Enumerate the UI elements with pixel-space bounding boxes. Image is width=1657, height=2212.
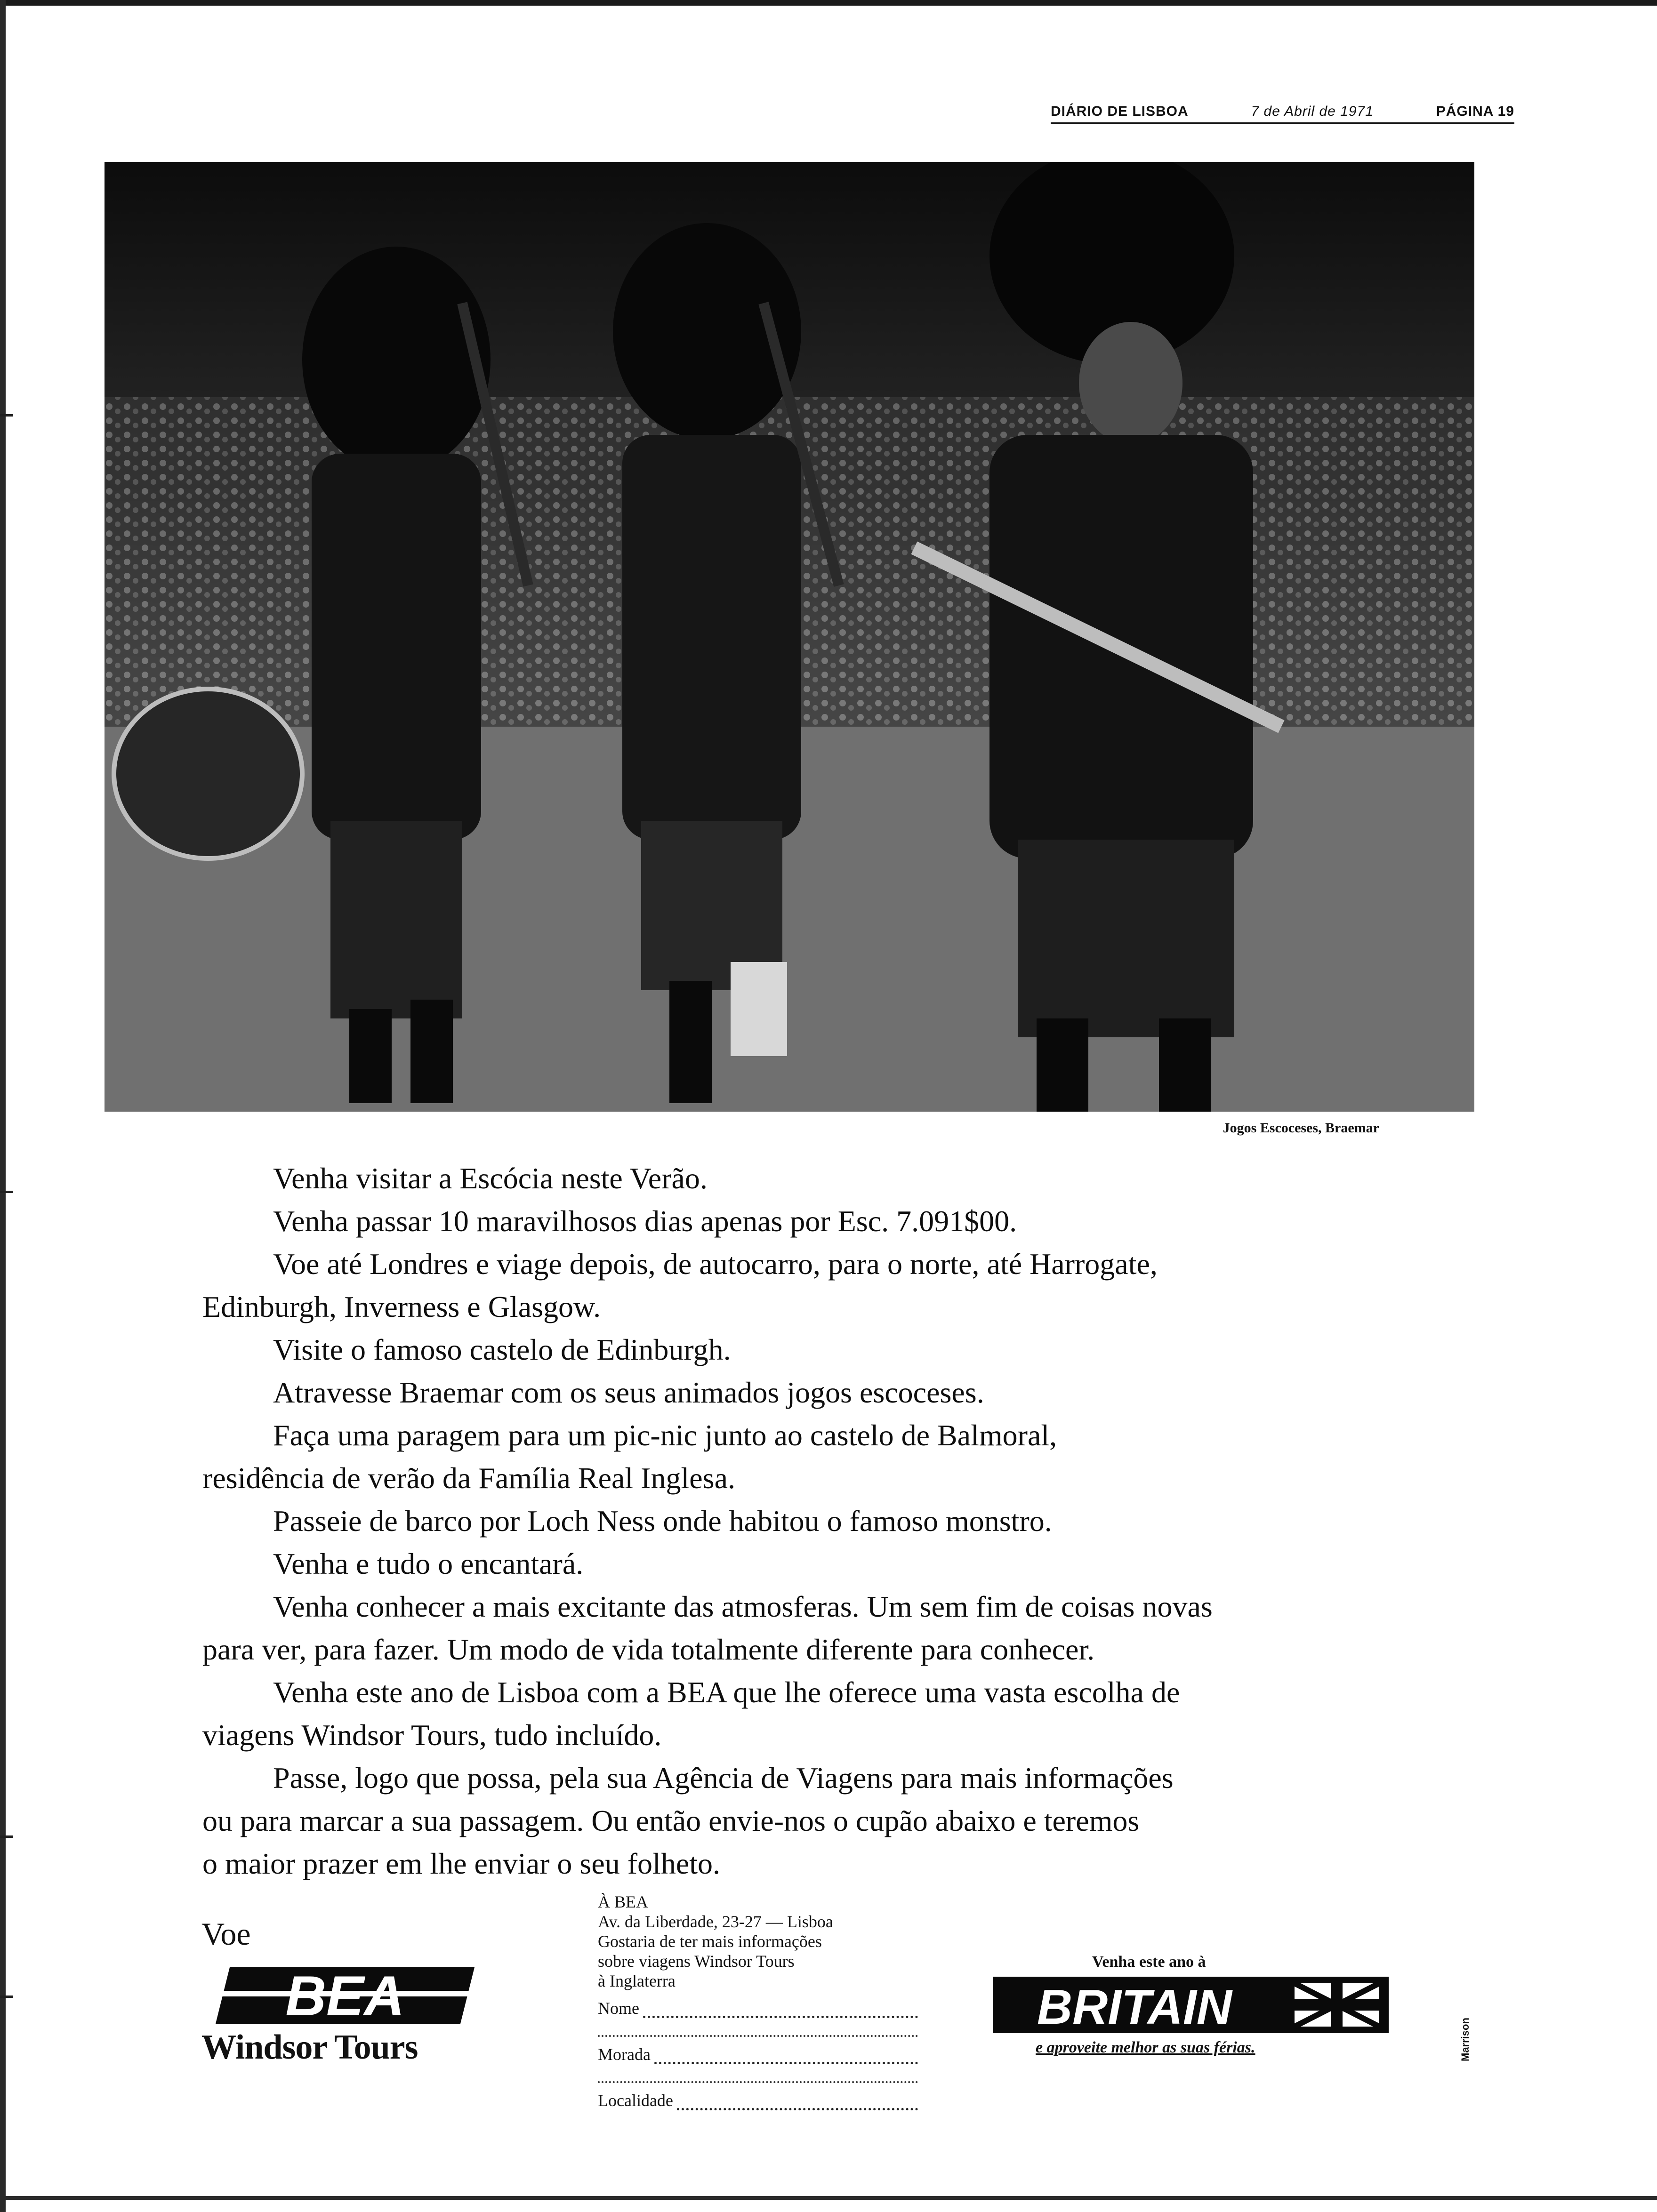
- bea-logo-text: BEA: [285, 1964, 405, 2028]
- coupon-request-line: Gostaria de ter mais informações: [598, 1932, 822, 1951]
- body-line: viagens Windsor Tours, tudo incluído.: [202, 1718, 662, 1752]
- name-field[interactable]: [598, 1998, 918, 2018]
- body-line: ou para marcar a sua passagem. Ou então envie-nos o cupão abaixo e teremos: [202, 1804, 1140, 1837]
- britain-banner-graphic: [993, 1977, 1389, 2033]
- body-line: Passeie de barco por Loch Ness onde habitou o famoso monstro.: [273, 1504, 1052, 1538]
- body-line: o maior prazer em lhe enviar o seu folheto.: [202, 1847, 720, 1880]
- agency-credit: Marrison: [1459, 2018, 1471, 2061]
- scan-border-bottom: [0, 2196, 1657, 2200]
- locality-input-line[interactable]: [677, 2095, 918, 2110]
- margin-mark: [0, 1191, 13, 1193]
- page-number: PÁGINA 19: [1436, 104, 1514, 119]
- body-line: Venha passar 10 maravilhosos dias apenas por Esc. 7.091$00.: [273, 1204, 1017, 1238]
- margin-mark: [0, 1835, 13, 1838]
- britain-banner: [993, 1977, 1389, 2033]
- name-label: Nome: [598, 1999, 639, 2018]
- body-line: Edinburgh, Inverness e Glasgow.: [202, 1290, 601, 1323]
- scan-border-left: [0, 0, 6, 2212]
- bagpipers-photo: [105, 162, 1474, 1112]
- page-header: [1051, 104, 1514, 124]
- body-line: Venha visitar a Escócia neste Verão.: [273, 1162, 708, 1195]
- body-line: para ver, para fazer. Um modo de vida totalmente diferente para conhecer.: [202, 1633, 1095, 1666]
- union-flag-icon: [1295, 1983, 1379, 2027]
- body-line: Venha conhecer a mais excitante das atmosferas. Um sem fim de coisas novas: [273, 1590, 1213, 1623]
- body-line: Venha este ano de Lisboa com a BEA que lhe oferece uma vasta escolha de: [273, 1675, 1180, 1709]
- advertisement-body: [202, 1157, 1426, 1885]
- name-input-line[interactable]: [643, 2003, 918, 2018]
- address-field[interactable]: [598, 2044, 918, 2064]
- locality-label: Localidade: [598, 2091, 673, 2110]
- body-line: Visite o famoso castelo de Edinburgh.: [273, 1333, 731, 1366]
- name-extra-line[interactable]: [598, 2018, 918, 2037]
- scan-border-top: [0, 0, 1657, 6]
- address-input-line[interactable]: [654, 2049, 918, 2064]
- newspaper-name: DIÁRIO DE LISBOA: [1051, 104, 1189, 119]
- margin-mark: [0, 1996, 13, 1998]
- photo-illustration: [105, 162, 1474, 1112]
- issue-date: 7 de Abril de 1971: [1251, 104, 1374, 119]
- body-line: Voe até Londres e viage depois, de autocarro, para o norte, até Harrogate,: [273, 1247, 1158, 1281]
- address-extra-line[interactable]: [598, 2064, 918, 2083]
- coupon-request-line: à Inglaterra: [598, 1972, 676, 1990]
- britain-word: BRITAIN: [1037, 1980, 1232, 2033]
- body-line: Atravesse Braemar com os seus animados jogos escoceses.: [273, 1376, 984, 1409]
- voe-label: Voe: [201, 1916, 251, 1952]
- request-coupon: [598, 1892, 918, 2110]
- coupon-recipient: À BEA: [598, 1892, 648, 1911]
- britain-ad: [979, 1906, 1393, 2057]
- locality-field[interactable]: [598, 2091, 918, 2110]
- body-line: Passe, logo que possa, pela sua Agência de Viagens para mais informações: [273, 1761, 1174, 1795]
- coupon-address: Av. da Liberdade, 23-27 — Lisboa: [598, 1912, 833, 1931]
- margin-mark: [0, 414, 13, 417]
- address-label: Morada: [598, 2045, 651, 2064]
- body-line: residência de verão da Família Real Inglesa.: [202, 1461, 735, 1495]
- photo-caption: Jogos Escoceses, Braemar: [1223, 1120, 1379, 1136]
- coupon-request-line: sobre viagens Windsor Tours: [598, 1952, 795, 1971]
- bea-logo-block: [201, 1915, 493, 2076]
- bea-logo-mark: [211, 1963, 479, 2028]
- bea-logo: [211, 1963, 479, 2028]
- britain-tagline-top: Venha este ano à: [1092, 1953, 1206, 1971]
- windsor-tours-label: Windsor Tours: [201, 2028, 418, 2067]
- body-line: Faça uma paragem para um pic-nic junto ao castelo de Balmoral,: [273, 1419, 1057, 1452]
- britain-tagline-bottom: e aproveite melhor as suas férias.: [1036, 2039, 1255, 2056]
- body-line: Venha e tudo o encantará.: [273, 1547, 584, 1580]
